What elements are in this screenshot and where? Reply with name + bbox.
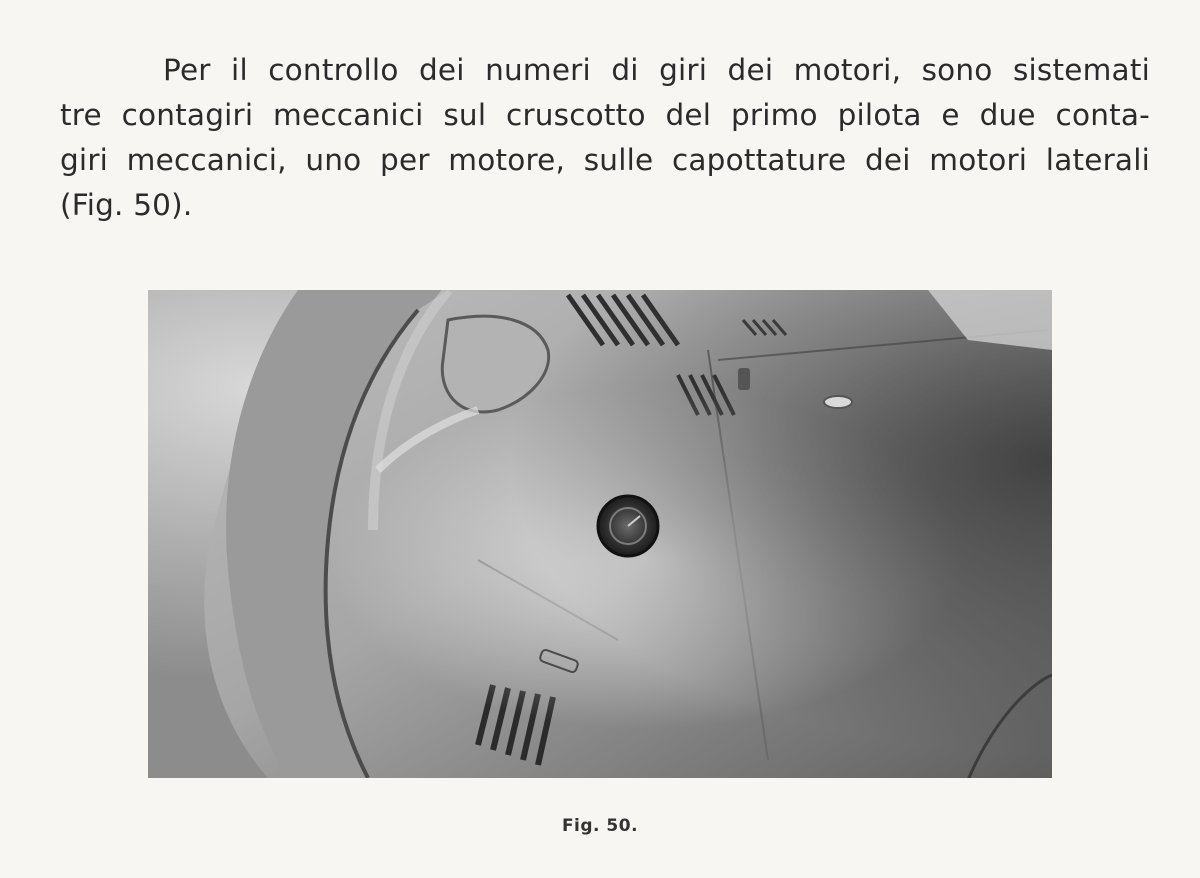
paragraph-line: Per il controllo dei numeri di giri dei motori, sono sistemati xyxy=(163,53,1150,87)
engine-cowling-photo xyxy=(148,290,1052,778)
figure-photo xyxy=(148,290,1052,778)
tachometer-dial xyxy=(598,496,658,556)
paragraph-line: (Fig. 50). xyxy=(60,188,193,222)
body-paragraph xyxy=(60,48,1150,228)
paragraph-line: giri meccanici, uno per motore, sulle capottature dei motori laterali xyxy=(60,143,1150,177)
figure-caption: Fig. 50. xyxy=(561,816,639,836)
paragraph-line: tre contagiri meccanici sul cruscotto del primo pilota e due conta- xyxy=(60,98,1150,132)
